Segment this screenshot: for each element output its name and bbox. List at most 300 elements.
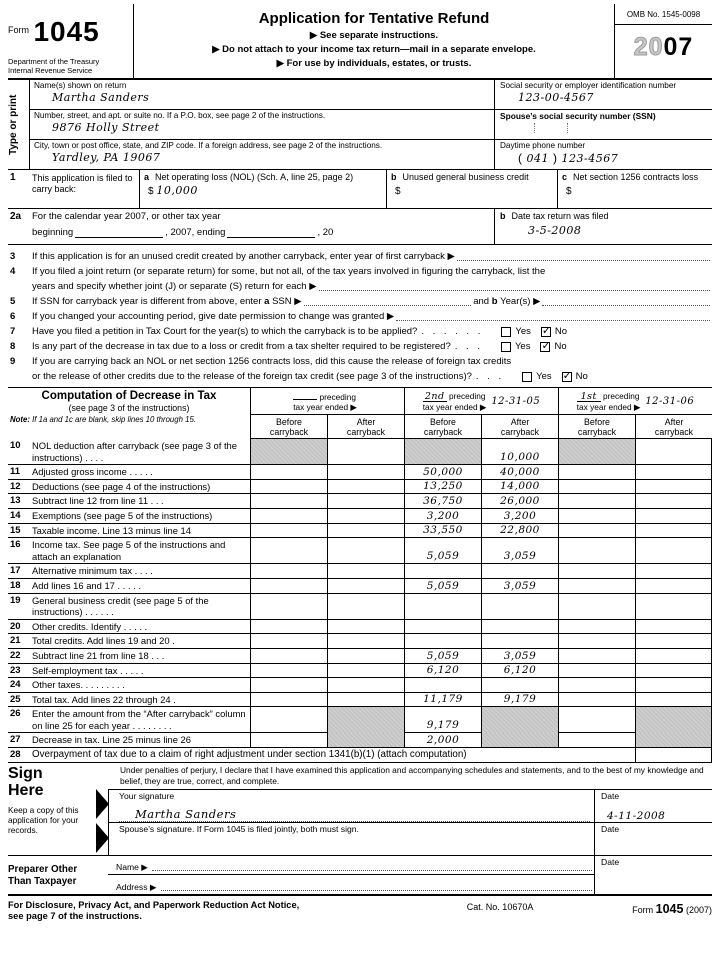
question-8 bbox=[8, 340, 712, 353]
line-21-after-1-cell bbox=[327, 634, 404, 649]
question-3-text: If this application is for an unused credit created by another carryback, enter year of first carryback ▶ bbox=[32, 251, 455, 262]
col-header-before-3: Before carryback bbox=[558, 415, 635, 439]
line-20-before-3-cell bbox=[558, 620, 635, 635]
calc-row-line-10 bbox=[8, 439, 712, 465]
line-20-after-3-cell bbox=[635, 620, 712, 635]
line-19-after-2-cell bbox=[481, 594, 558, 620]
address-field bbox=[30, 110, 494, 139]
question-9-continued bbox=[8, 370, 712, 383]
phone-paren-close: ) bbox=[553, 151, 558, 165]
ssn-separator-icon bbox=[534, 123, 535, 133]
line-23-before-2-cell bbox=[404, 664, 481, 679]
question-4-text-2: years and specify whether joint (J) or separate (S) return for each ▶ bbox=[32, 281, 317, 292]
phone-value bbox=[500, 151, 712, 165]
line-26-before-2-value: 9,179 bbox=[426, 719, 460, 732]
line-19-after-1-cell bbox=[327, 594, 404, 620]
preparer-address-row bbox=[108, 875, 594, 894]
spouse-date-cell bbox=[594, 823, 712, 855]
preparer-title: Preparer Other Than Taxpayer bbox=[8, 863, 78, 887]
beginning-blank bbox=[75, 228, 163, 238]
line-12-after-2-cell bbox=[481, 480, 558, 495]
question-6 bbox=[8, 310, 712, 323]
line-12-number: 12 bbox=[10, 480, 21, 492]
computation-table-header bbox=[8, 388, 712, 439]
line-15-before-3-cell bbox=[558, 524, 635, 539]
tax-year-digits: 07 bbox=[663, 33, 694, 61]
line-19-label: 19 General business credit (see page 5 of the instructions) . . . . . . bbox=[8, 594, 250, 620]
calc-row-line-17 bbox=[8, 564, 712, 579]
line-15-number: 15 bbox=[10, 524, 21, 536]
line-20-after-1-cell bbox=[327, 620, 404, 635]
line-19-number: 19 bbox=[10, 594, 21, 606]
footer-form-id: Form 1045 (2007) bbox=[632, 901, 712, 916]
calc-row-line-11 bbox=[8, 465, 712, 480]
phone-label: Daytime phone number bbox=[500, 141, 586, 150]
dotted-fill-line bbox=[161, 890, 592, 891]
line-19-before-1-cell bbox=[250, 594, 327, 620]
line-18-before-2-cell bbox=[404, 579, 481, 594]
line-25-after-2-value: 9,179 bbox=[503, 693, 537, 706]
line-16-before-3-cell bbox=[558, 538, 635, 564]
line-18-before-1-cell bbox=[250, 579, 327, 594]
line-16-label: 16 Income tax. See page 5 of the instructions and attach an explanation bbox=[8, 538, 250, 564]
line-19-before-3-cell bbox=[558, 594, 635, 620]
name-field bbox=[30, 80, 494, 109]
line-22-before-2-cell bbox=[404, 649, 481, 664]
line-1 bbox=[8, 170, 712, 209]
question-4-continued bbox=[8, 280, 712, 293]
calc-row-line-21 bbox=[8, 634, 712, 649]
line-13-label: 13 Subtract line 12 from line 11 . . . bbox=[8, 494, 250, 509]
question-3-number: 3 bbox=[10, 251, 16, 262]
line-22-before-2-value: 5,059 bbox=[426, 649, 460, 662]
line-11-before-3-cell bbox=[558, 465, 635, 480]
line-12-before-2-cell bbox=[404, 480, 481, 495]
line-21-before-1-cell bbox=[250, 634, 327, 649]
dot-leader: . . . . . . bbox=[421, 326, 484, 337]
identity-row-name bbox=[30, 80, 712, 110]
line-17-after-3-cell bbox=[635, 564, 712, 579]
calc-row-line-14 bbox=[8, 509, 712, 524]
line-18-label: 18 Add lines 16 and 17 . . . . . bbox=[8, 579, 250, 594]
line-23-label: 23 Self-employment tax . . . . . bbox=[8, 664, 250, 679]
question-5a-letter: a bbox=[264, 296, 270, 307]
no-label: No bbox=[575, 371, 588, 382]
line-17-after-2-cell bbox=[481, 564, 558, 579]
line-18-number: 18 bbox=[10, 579, 21, 591]
perjury-statement: Under penalties of perjury, I declare that I have examined this application and accompanying schedules and statements, and to the best of my knowledge and belief, they are true, correct, and complete. bbox=[120, 764, 704, 786]
question-6-text: If you changed your accounting period, give date permission to change was granted ▶ bbox=[32, 311, 395, 322]
line-24-after-2-cell bbox=[481, 678, 558, 693]
line-24-after-1-cell bbox=[327, 678, 404, 693]
line-27-label: 27 Decrease in tax. Line 25 minus line 26 bbox=[8, 733, 250, 748]
line-17-before-1-cell bbox=[250, 564, 327, 579]
line-23-after-2-value: 6,120 bbox=[503, 664, 537, 677]
line-23-after-2-cell bbox=[481, 664, 558, 679]
question-5b-letter: b bbox=[491, 296, 498, 307]
header-bullet-1: ▶ See separate instructions. bbox=[309, 30, 439, 41]
preparer-name-row bbox=[108, 856, 594, 876]
period-header-2nd: 2nd preceding tax year ended ▶ 12-31-05 bbox=[404, 388, 558, 415]
identity-row-city bbox=[30, 140, 712, 169]
line-22-after-2-cell bbox=[481, 649, 558, 664]
line-11-before-2-cell bbox=[404, 465, 481, 480]
line-24-number: 24 bbox=[10, 679, 21, 691]
line-11-number: 11 bbox=[10, 466, 21, 478]
col-header-after-3: After carryback bbox=[635, 415, 712, 439]
line-15-before-2-value: 33,550 bbox=[423, 524, 463, 537]
page-footer bbox=[8, 896, 712, 923]
line-13-before-3-cell bbox=[558, 494, 635, 509]
tax-year-century: 20 bbox=[633, 33, 664, 61]
line-1a-value: $ 10,000 bbox=[148, 184, 198, 197]
line-22-after-3-cell bbox=[635, 649, 712, 664]
dollar-sign: $ bbox=[148, 186, 154, 197]
line-1-label: This application is filed to carry back: bbox=[32, 173, 133, 194]
line-24-before-3-cell bbox=[558, 678, 635, 693]
ssn-field bbox=[494, 80, 712, 109]
line-20-before-2-cell bbox=[404, 620, 481, 635]
address-value: 9876 Holly Street bbox=[52, 121, 160, 134]
calc-row-line-15 bbox=[8, 524, 712, 539]
line-16-after-2-cell bbox=[481, 538, 558, 564]
computation-subtitle: (see page 3 of the instructions) bbox=[68, 403, 190, 413]
line-27-after-3-cell bbox=[635, 733, 712, 748]
date-label: Date bbox=[601, 823, 620, 834]
signature-arrow-icon bbox=[96, 789, 109, 819]
line-1-label-cell bbox=[8, 170, 139, 208]
date-label: Date bbox=[601, 790, 620, 801]
line-23-before-2-value: 6,120 bbox=[426, 664, 460, 677]
question-9-answers bbox=[512, 370, 588, 383]
line-20-number: 20 bbox=[10, 620, 21, 632]
line-22-number: 22 bbox=[10, 649, 21, 661]
line-14-after-3-cell bbox=[635, 509, 712, 524]
question-7-yes-checkbox bbox=[501, 327, 511, 337]
form-number: 1045 bbox=[33, 16, 100, 47]
line-25-before-3-cell bbox=[558, 693, 635, 708]
line-10-number: 10 bbox=[10, 440, 21, 451]
line-18-after-2-cell bbox=[481, 579, 558, 594]
line-14-number: 14 bbox=[10, 509, 21, 521]
name-value: Martha Sanders bbox=[52, 91, 150, 104]
question-8-answers bbox=[491, 340, 567, 353]
line-27-before-2-cell bbox=[404, 733, 481, 748]
spouse-signature-row bbox=[109, 823, 712, 855]
line-16-after-1-cell bbox=[327, 538, 404, 564]
phone-paren-open: ( bbox=[518, 151, 523, 165]
line-12-before-1-cell bbox=[250, 480, 327, 495]
line-26-after-3-cell bbox=[635, 707, 712, 733]
ending-blank bbox=[227, 228, 315, 238]
line-18-after-3-cell bbox=[635, 579, 712, 594]
phone-number: 123-4567 bbox=[561, 152, 619, 165]
line-19-after-3-cell bbox=[635, 594, 712, 620]
line-15-after-1-cell bbox=[327, 524, 404, 539]
line-22-before-1-cell bbox=[250, 649, 327, 664]
line-10-label: 10 NOL deduction after carryback (see page 3 of the instructions) . . . . bbox=[8, 439, 250, 465]
sign-here-right bbox=[108, 763, 712, 855]
taxpayer-signature-field bbox=[109, 790, 594, 822]
line-27-number: 27 bbox=[10, 734, 21, 746]
line-1b-label: b Unused general business credit bbox=[391, 172, 529, 182]
line-22-after-2-value: 3,059 bbox=[503, 649, 537, 662]
line-22-label: 22 Subtract line 21 from line 18 . . . bbox=[8, 649, 250, 664]
line-22-after-1-cell bbox=[327, 649, 404, 664]
calc-row-line-25 bbox=[8, 693, 712, 708]
form-header bbox=[8, 4, 712, 80]
preparer-fields bbox=[108, 856, 594, 894]
line-12-before-2-value: 13,250 bbox=[423, 480, 463, 493]
line-25-label: 25 Total tax. Add lines 22 through 24 . bbox=[8, 693, 250, 708]
col-header-after-2: After carryback bbox=[481, 415, 558, 439]
line-16-before-1-cell bbox=[250, 538, 327, 564]
line-2 bbox=[8, 209, 712, 245]
line-26-after-1-cell bbox=[327, 707, 404, 733]
spouse-ssn-field bbox=[494, 110, 712, 139]
line-10-after-1-cell bbox=[327, 439, 404, 465]
line-25-before-2-cell bbox=[404, 693, 481, 708]
line-10-before-1-cell bbox=[250, 439, 327, 465]
line-20-after-2-cell bbox=[481, 620, 558, 635]
line-11-label: 11 Adjusted gross income . . . . . bbox=[8, 465, 250, 480]
dotted-leader bbox=[396, 320, 710, 321]
line-2b-value: 3-5-2008 bbox=[528, 224, 582, 237]
question-5-and: and bbox=[473, 296, 490, 307]
dotted-leader bbox=[542, 305, 710, 306]
line-1b-value bbox=[391, 184, 557, 197]
dollar-sign: $ bbox=[395, 186, 401, 197]
line-23-before-3-cell bbox=[558, 664, 635, 679]
line-24-after-3-cell bbox=[635, 678, 712, 693]
header-bullet-2: ▶ Do not attach to your income tax return—mail in a separate envelope. bbox=[212, 44, 536, 55]
line-1c-value bbox=[562, 184, 712, 197]
question-9 bbox=[8, 355, 712, 368]
agency-line-2: Internal Revenue Service bbox=[8, 66, 93, 75]
line-27-before-3-cell bbox=[558, 733, 635, 748]
line-12-label: 12 Deductions (see page 4 of the instructions) bbox=[8, 480, 250, 495]
signature-arrow-icon bbox=[96, 823, 109, 853]
question-4 bbox=[8, 265, 712, 278]
period-date: 12-31-05 bbox=[491, 395, 541, 407]
tax-year bbox=[615, 25, 712, 62]
line-2b-letter: b bbox=[500, 211, 506, 221]
line-23-after-1-cell bbox=[327, 664, 404, 679]
line-15-label: 15 Taxable income. Line 13 minus line 14 bbox=[8, 524, 250, 539]
identity-box bbox=[29, 80, 712, 169]
line-11-after-2-value: 40,000 bbox=[500, 465, 540, 478]
line-21-before-3-cell bbox=[558, 634, 635, 649]
type-or-print-label: Type or print bbox=[8, 94, 19, 155]
calc-row-line-20 bbox=[8, 620, 712, 635]
line-18-before-2-value: 5,059 bbox=[426, 579, 460, 592]
line-1b-cell bbox=[386, 170, 557, 208]
agency-line-1: Department of the Treasury bbox=[8, 57, 100, 66]
omb-number: OMB No. 1545-0098 bbox=[615, 4, 712, 25]
line-1a-label: a Net operating loss (NOL) (Sch. A, line 25, page 2) bbox=[144, 172, 354, 182]
taxpayer-date-value: 4-11-2008 bbox=[607, 809, 666, 822]
dotted-fill-line bbox=[152, 870, 592, 871]
line-14-before-1-cell bbox=[250, 509, 327, 524]
line-21-number: 21 bbox=[10, 635, 21, 647]
line-15-after-2-value: 22,800 bbox=[500, 524, 540, 537]
line-21-label: 21 Total credits. Add lines 19 and 20 . bbox=[8, 634, 250, 649]
line-16-after-3-cell bbox=[635, 538, 712, 564]
line-21-after-2-cell bbox=[481, 634, 558, 649]
line-11-before-2-value: 50,000 bbox=[423, 465, 463, 478]
calc-row-line-24 bbox=[8, 678, 712, 693]
taxpayer-signature-row bbox=[109, 790, 712, 823]
taxpayer-date-cell bbox=[594, 790, 712, 822]
sign-here-left bbox=[8, 763, 108, 855]
line-14-before-2-value: 3,200 bbox=[426, 509, 460, 522]
line-13-after-2-cell bbox=[481, 494, 558, 509]
col-header-before-1: Before carryback bbox=[250, 415, 327, 439]
line-28-amount-cell bbox=[635, 748, 712, 763]
line-26-number: 26 bbox=[10, 708, 21, 720]
yes-label: Yes bbox=[536, 371, 552, 382]
line-17-before-2-cell bbox=[404, 564, 481, 579]
computation-title-cell bbox=[8, 388, 250, 439]
line-10-before-3-cell bbox=[558, 439, 635, 465]
questions-section bbox=[8, 245, 712, 388]
disclosure-notice: For Disclosure, Privacy Act, and Paperwork Reduction Act Notice, see page 7 of the instructions. bbox=[8, 899, 300, 922]
phone-field bbox=[494, 140, 712, 169]
line-25-before-1-cell bbox=[250, 693, 327, 708]
calc-row-line-19 bbox=[8, 594, 712, 620]
keep-copy-note: Keep a copy of this application for your records. bbox=[8, 804, 79, 835]
line-14-after-2-cell bbox=[481, 509, 558, 524]
question-8-number: 8 bbox=[10, 341, 16, 352]
dot-leader: . . . bbox=[454, 341, 483, 352]
line-11-after-3-cell bbox=[635, 465, 712, 480]
question-6-number: 6 bbox=[10, 311, 16, 322]
computation-table bbox=[8, 388, 712, 763]
line-2a-fillins bbox=[8, 227, 494, 238]
question-9-text-2: or the release of other credits due to the release of the foreign tax credit (see page 3 of the instructions)? bbox=[32, 371, 472, 382]
catalog-number: Cat. No. 10670A bbox=[466, 901, 534, 912]
line-18-before-3-cell bbox=[558, 579, 635, 594]
line-25-before-2-value: 11,179 bbox=[423, 693, 463, 706]
line-23-before-1-cell bbox=[250, 664, 327, 679]
line-27-after-2-cell bbox=[481, 733, 558, 748]
line-14-before-3-cell bbox=[558, 509, 635, 524]
question-7 bbox=[8, 325, 712, 338]
line-1a-letter: a bbox=[144, 172, 150, 182]
dot-leader: . . . bbox=[475, 371, 505, 382]
line-27-before-2-value: 2,000 bbox=[426, 734, 460, 747]
line-16-after-2-value: 3,059 bbox=[503, 550, 537, 563]
question-4-number: 4 bbox=[10, 266, 16, 277]
calc-row-line-28 bbox=[8, 748, 712, 763]
question-5-text: If SSN for carryback year is different from above, enter bbox=[32, 296, 262, 307]
spouse-ssn-value bbox=[500, 122, 712, 134]
calc-row-line-26 bbox=[8, 707, 712, 733]
line-26-label: 26 Enter the amount from the “After carryback” column on line 25 for each year . . . . . . . . bbox=[8, 707, 250, 733]
line-15-after-3-cell bbox=[635, 524, 712, 539]
question-9-yes-checkbox bbox=[522, 372, 532, 382]
line-17-before-3-cell bbox=[558, 564, 635, 579]
line-1c-cell bbox=[557, 170, 712, 208]
question-4-text: If you filed a joint return (or separate return) for some, but not all, of the tax years involved in figuring the carryback, list the bbox=[32, 266, 546, 277]
line-13-before-2-value: 36,750 bbox=[423, 494, 463, 507]
calc-row-line-22 bbox=[8, 649, 712, 664]
period-header-blank: preceding tax year ended ▶ bbox=[250, 388, 404, 415]
line-1c-letter: c bbox=[562, 172, 568, 182]
ssn-label: Social security or employer identification number bbox=[500, 81, 677, 90]
line-11-before-1-cell bbox=[250, 465, 327, 480]
line-13-after-1-cell bbox=[327, 494, 404, 509]
ssn-value: 123-00-4567 bbox=[518, 91, 594, 104]
beginning-label: beginning bbox=[32, 227, 74, 238]
line-10-after-2-value: 10,000 bbox=[500, 451, 540, 464]
dollar-sign: $ bbox=[566, 186, 572, 197]
period-ordinal: 2nd bbox=[424, 390, 445, 402]
line-17-number: 17 bbox=[10, 565, 21, 577]
line-2a-cell bbox=[8, 209, 494, 244]
dotted-leader bbox=[457, 260, 710, 261]
signature-rows bbox=[108, 789, 712, 855]
line-26-before-2-cell bbox=[404, 707, 481, 733]
line-24-before-1-cell bbox=[250, 678, 327, 693]
city-field bbox=[30, 140, 494, 169]
preparer-name-label: Name ▶ bbox=[116, 862, 148, 873]
city-label: City, town or post office, state, and ZIP code. If a foreign address, see page 2 of the instructions. bbox=[34, 141, 383, 150]
form-header-left bbox=[8, 4, 133, 78]
question-8-no-checkbox bbox=[540, 342, 550, 352]
line-2a-label: For the calendar year 2007, or other tax year bbox=[32, 211, 221, 222]
line-19-before-2-cell bbox=[404, 594, 481, 620]
line-22-before-3-cell bbox=[558, 649, 635, 664]
line-12-after-2-value: 14,000 bbox=[500, 480, 540, 493]
question-9-text: If you are carrying back an NOL or net section 1256 contracts loss, did this cause the release of foreign tax credits bbox=[32, 356, 512, 367]
line-11-after-1-cell bbox=[327, 465, 404, 480]
calc-row-line-23 bbox=[8, 664, 712, 679]
spouse-signature-label: Spouse’s signature. If Form 1045 is filed jointly, both must sign. bbox=[119, 823, 359, 834]
question-5 bbox=[8, 295, 712, 308]
col-header-after-1: After carryback bbox=[327, 415, 404, 439]
line-20-label: 20 Other credits. Identify . . . . . bbox=[8, 620, 250, 635]
line-10-after-3-cell bbox=[635, 439, 712, 465]
question-9-no-checkbox bbox=[562, 372, 572, 382]
yes-label: Yes bbox=[515, 326, 531, 337]
line-1a-cell bbox=[139, 170, 386, 208]
line-1c-label: c Net section 1256 contracts loss bbox=[562, 172, 699, 182]
line-17-label: 17 Alternative minimum tax . . . . bbox=[8, 564, 250, 579]
your-signature-label: Your signature bbox=[119, 790, 175, 801]
line-14-before-2-cell bbox=[404, 509, 481, 524]
form-header-center bbox=[133, 4, 615, 78]
calc-row-line-13 bbox=[8, 494, 712, 509]
line-25-number: 25 bbox=[10, 693, 21, 705]
line-12-after-3-cell bbox=[635, 480, 712, 495]
question-7-number: 7 bbox=[10, 326, 16, 337]
line-10-before-2-cell bbox=[404, 439, 481, 465]
computation-title: Computation of Decrease in Tax bbox=[41, 390, 217, 402]
yes-label: Yes bbox=[514, 341, 531, 352]
line-23-after-3-cell bbox=[635, 664, 712, 679]
line-13-number: 13 bbox=[10, 495, 21, 507]
year-suffix-label: , 20 bbox=[317, 227, 334, 238]
identity-section bbox=[8, 80, 712, 170]
question-8-yes-checkbox bbox=[501, 342, 511, 352]
line-24-label: 24 Other taxes. . . . . . . . . bbox=[8, 678, 250, 693]
question-5b-text: Year(s) ▶ bbox=[500, 296, 541, 307]
line-16-before-2-cell bbox=[404, 538, 481, 564]
line-15-before-1-cell bbox=[250, 524, 327, 539]
identity-row-address bbox=[30, 110, 712, 140]
sign-here-section bbox=[8, 763, 712, 856]
